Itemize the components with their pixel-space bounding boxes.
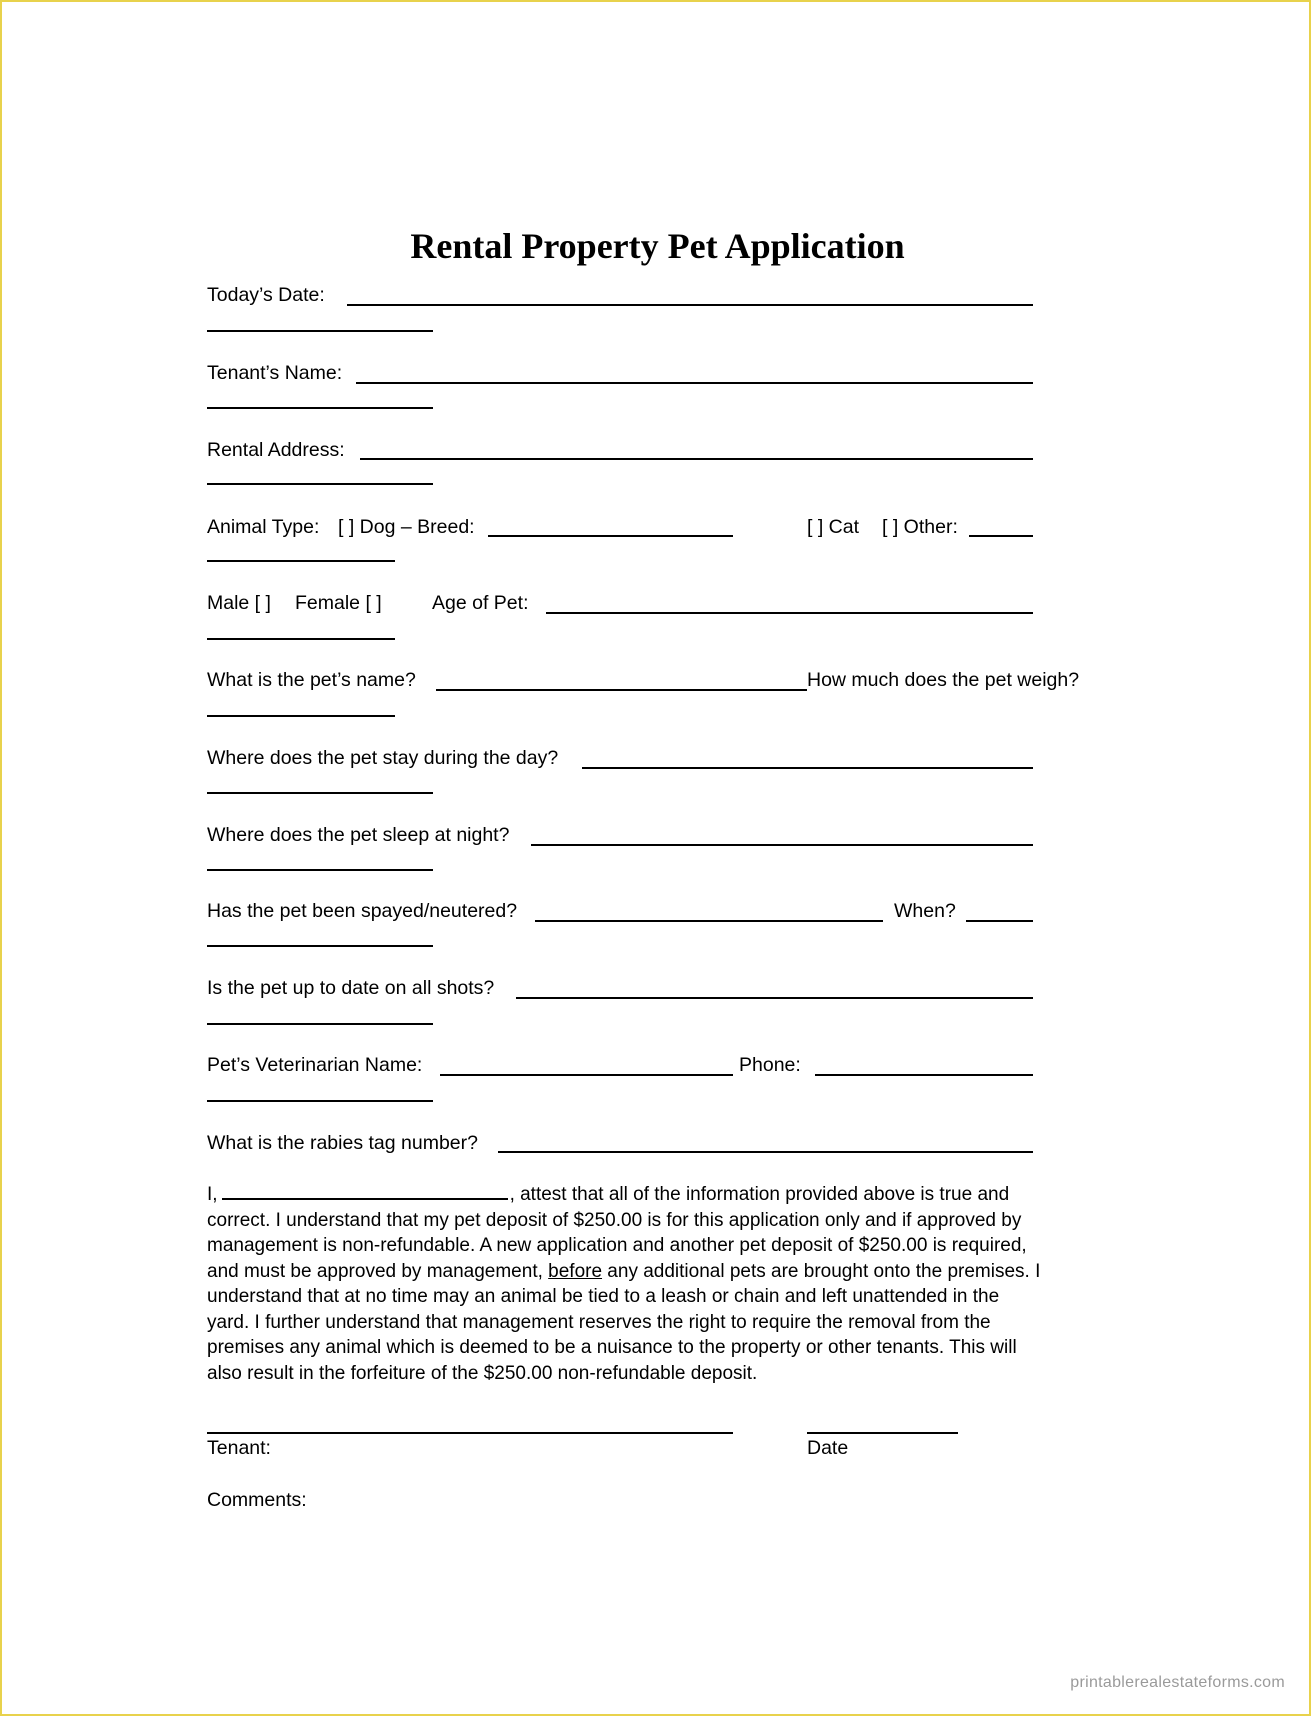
sleep-night-line-continued[interactable]	[207, 869, 433, 871]
rental-address-line[interactable]	[360, 458, 1033, 460]
attestation-paragraph	[207, 1181, 1107, 1386]
phone-label: Phone:	[739, 1054, 801, 1076]
before-emphasis: before	[548, 1260, 603, 1282]
todays-date-label: Today’s Date:	[207, 284, 325, 306]
dog-checkbox-label[interactable]: [ ] Dog – Breed:	[338, 516, 475, 538]
signature-date-line[interactable]	[807, 1432, 958, 1434]
other-checkbox-label[interactable]: [ ] Other:	[882, 516, 958, 538]
spayed-line-continued[interactable]	[207, 945, 433, 947]
tenants-name-label: Tenant’s Name:	[207, 362, 343, 384]
rabies-tag-label: What is the rabies tag number?	[207, 1132, 478, 1154]
attestation-line-1-text: , attest that all of the information provided above is true and	[509, 1184, 1010, 1205]
pets-name-line[interactable]	[436, 689, 807, 691]
tenant-signature-line[interactable]	[207, 1432, 733, 1434]
tenants-name-line-continued[interactable]	[207, 407, 433, 409]
tenants-name-line[interactable]	[356, 382, 1033, 384]
attestation-line-4a: and must be approved by management,	[207, 1260, 549, 1282]
phone-line[interactable]	[815, 1074, 1033, 1076]
attestation-line-4	[207, 1259, 1107, 1285]
attestation-line-6: yard. I further understand that management reserves the right to require the removal from the	[207, 1311, 991, 1333]
when-label: When?	[894, 900, 956, 922]
pet-weight-label: How much does the pet weigh?	[807, 669, 1080, 691]
vet-line-continued[interactable]	[207, 1100, 433, 1102]
watermark-text: printablerealestateforms.com	[1070, 1674, 1285, 1691]
attestation-line-1	[207, 1181, 1107, 1208]
other-animal-line[interactable]	[969, 535, 1033, 537]
vet-name-label: Pet’s Veterinarian Name:	[207, 1054, 423, 1076]
animal-type-label: Animal Type:	[207, 516, 320, 538]
comments-label: Comments:	[207, 1489, 307, 1511]
attestation-line-4b: any additional pets are brought onto the premises. I	[602, 1260, 1041, 1282]
stay-day-line[interactable]	[582, 767, 1033, 769]
spayed-line[interactable]	[535, 920, 883, 922]
shots-line-continued[interactable]	[207, 1023, 433, 1025]
vet-name-line[interactable]	[440, 1074, 733, 1076]
male-checkbox-label[interactable]: Male [ ]	[207, 592, 271, 614]
todays-date-line[interactable]	[347, 304, 1033, 306]
pet-weight-line[interactable]	[207, 715, 395, 717]
page-title: Rental Property Pet Application	[410, 226, 905, 266]
todays-date-line-continued[interactable]	[207, 330, 433, 332]
dog-breed-line[interactable]	[488, 535, 733, 537]
attestation-line-5: understand that at no time may an animal be tied to a leash or chain and left unattended in the	[207, 1286, 1000, 1307]
signature-date-label: Date	[807, 1437, 849, 1459]
tenant-signature-label: Tenant:	[207, 1437, 271, 1459]
shots-line[interactable]	[516, 997, 1033, 999]
pets-name-label: What is the pet’s name?	[207, 669, 416, 691]
animal-type-line-continued[interactable]	[207, 560, 395, 562]
age-of-pet-label: Age of Pet:	[432, 592, 529, 614]
cat-checkbox-label[interactable]: [ ] Cat	[807, 516, 860, 538]
stay-day-line-continued[interactable]	[207, 792, 433, 794]
attestation-prefix: I,	[207, 1184, 218, 1205]
age-of-pet-line-continued[interactable]	[207, 638, 395, 640]
attestation-line-2: correct. I understand that my pet deposit of $250.00 is for this application only and if approved by	[207, 1209, 1022, 1231]
attestation-line-7: premises any animal which is deemed to be a nuisance to the property or other tenants. This will	[207, 1337, 1017, 1358]
sleep-night-label: Where does the pet sleep at night?	[207, 824, 510, 846]
rental-address-line-continued[interactable]	[207, 483, 433, 485]
attestation-line-8: also result in the forfeiture of the $250.00 non-refundable deposit.	[207, 1362, 758, 1384]
age-of-pet-line[interactable]	[546, 612, 1033, 614]
rental-address-label: Rental Address:	[207, 439, 345, 461]
when-line[interactable]	[966, 920, 1033, 922]
spayed-label: Has the pet been spayed/neutered?	[207, 900, 518, 922]
attestation-name-line[interactable]	[222, 1181, 508, 1200]
attestation-line-3: management is non-refundable. A new application and another pet deposit of $250.00 is required,	[207, 1235, 1027, 1256]
stay-day-label: Where does the pet stay during the day?	[207, 747, 559, 769]
sleep-night-line[interactable]	[531, 844, 1033, 846]
shots-label: Is the pet up to date on all shots?	[207, 977, 495, 999]
rabies-tag-line[interactable]	[498, 1151, 1033, 1153]
female-checkbox-label[interactable]: Female [ ]	[295, 592, 382, 614]
